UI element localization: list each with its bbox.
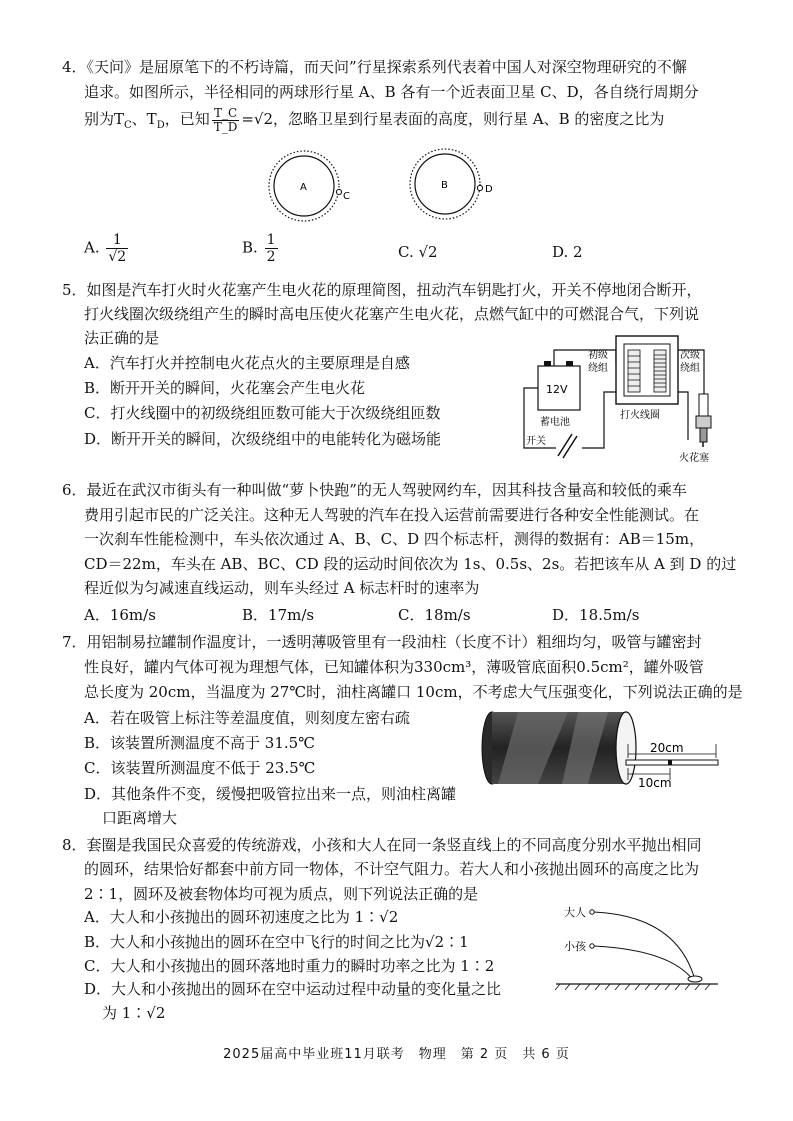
- q8-option-d[interactable]: D．大人和小孩抛出的圆环在空中运动过程中动量的变化量之比: [84, 980, 502, 998]
- q5-line-2: 打火线圈次级绕组产生的瞬时高电压使火花塞产生电火花，点燃气缸中的可燃混合气，下列说: [84, 305, 700, 323]
- q8-option-b[interactable]: B．大人和小孩抛出的圆环在空中飞行的时间之比为√2∶1: [84, 933, 469, 951]
- adult-trajectory: [594, 912, 695, 980]
- ignition-circuit-figure: [516, 330, 726, 466]
- secondary-winding-label-1: 次级: [680, 350, 700, 361]
- primary-winding-label-1: 初级: [588, 350, 608, 361]
- satellite-d: [477, 185, 482, 190]
- satellite-c: [336, 189, 341, 194]
- q5-line-3: 法正确的是: [84, 329, 160, 347]
- q5-option-a[interactable]: A．汽车打火并控制电火花点火的主要原理是自感: [84, 354, 410, 372]
- planet-b-label: B: [441, 180, 448, 191]
- q5-option-c[interactable]: C．打火线圈中的初级绕组匝数可能大于次级绕组匝数: [84, 404, 441, 422]
- q8-option-a[interactable]: A．大人和小孩抛出的圆环初速度之比为 1∶√2: [84, 908, 399, 926]
- q8-option-c[interactable]: C．大人和小孩抛出的圆环落地时重力的瞬时功率之比为 1∶2: [84, 957, 495, 975]
- q6-option-c[interactable]: C．18m/s: [398, 606, 471, 624]
- q7-line-2: 性良好，罐内气体可视为理想气体，已知罐体积为330cm³，薄吸管底面积0.5cm²，罐外吸管: [84, 658, 704, 676]
- q6-option-a[interactable]: A．16m/s: [84, 606, 156, 624]
- q4-line-2: 追求。如图所示，半径相同的两球形行星 A、B 各有一个近表面卫星 C、D，各自绕行周期分: [84, 83, 699, 101]
- q7-option-a[interactable]: A．若在吸管上标注等差温度值，则刻度左密右疏: [84, 709, 410, 727]
- thermometer-can-figure: [478, 708, 728, 794]
- q7-option-c[interactable]: C．该装置所测温度不低于 23.5℃: [84, 759, 316, 777]
- q7-option-d[interactable]: D．其他条件不变，缓慢把吸管拉出来一点，则油柱离罐: [84, 785, 457, 803]
- period-ratio-fraction: $\frac{T\_C}{T\_D}$: [213, 105, 238, 134]
- q4-line-3: 别为$T_C$、$T_D$，已知 $\frac{T\_C}{T\_D}$ =√2，忽略卫星到行星表面的高度，则行星 A、B 的密度之比为: [84, 105, 665, 134]
- q8-line-2: 的圆环，结果恰好都套中前方同一物体，不计空气阻力。若大人和小孩抛出圆环的高度之比为: [84, 860, 700, 878]
- oil-column: [668, 760, 672, 765]
- spark-plug: [696, 416, 711, 428]
- q5-line-1: 5．如图是汽车打火时火花塞产生电火花的原理简图，扭动汽车钥匙打火，开关不停地闭合断开，: [62, 281, 702, 299]
- q7-option-d-cont: 口距离增大: [102, 809, 178, 827]
- secondary-winding-label-2: 绕组: [680, 363, 700, 374]
- q7-option-b[interactable]: B．该装置所测温度不高于 31.5℃: [84, 734, 315, 752]
- q5-option-d[interactable]: D．断开开关的瞬间，次级绕组中的电能转化为磁场能: [84, 430, 442, 448]
- battery-voltage: 12V: [546, 383, 568, 396]
- planet-a-label: A: [300, 182, 307, 193]
- q6-line-5: 程近似为匀减速直线运动，则车头经过 A 标志杆时的速率为: [84, 579, 480, 597]
- switch-label: 开关: [526, 436, 546, 447]
- target-object: [688, 976, 702, 982]
- q4-option-a[interactable]: A. $\frac{1}{√2}$: [84, 232, 127, 265]
- q8-option-d-cont: 为 1∶√2: [102, 1004, 166, 1022]
- q7-line-1: 7．用铝制易拉罐制作温度计，一透明薄吸管里有一段油柱（长度不计）粗细均匀，吸管与罐密封: [62, 633, 702, 651]
- ignition-coil: [616, 336, 678, 404]
- battery-label: 蓄电池: [540, 417, 570, 428]
- q6-line-2: 费用引起市民的广泛关注。这种无人驾驶的汽车在投入运营前需要进行各种安全性能测试。在: [84, 506, 700, 524]
- satellite-c-label: C: [343, 191, 350, 202]
- q4-option-b[interactable]: B. $\frac{1}{2}$: [242, 232, 276, 265]
- q6-line-4: CD＝22m，车头在 AB、BC、CD 段的运动时间依次为 1s、0.5s、2s。若把该车从 A 到 D 的过: [84, 555, 737, 573]
- spark-plug-label: 火花塞: [679, 453, 709, 464]
- q5-option-b[interactable]: B．断开开关的瞬间，火花塞会产生电火花: [84, 379, 366, 397]
- straw-length-label: 20cm: [650, 741, 684, 755]
- ring-toss-figure: [552, 898, 722, 994]
- primary-winding-label-2: 绕组: [588, 363, 608, 374]
- q7-line-3: 总长度为 20cm，当温度为 27℃时，油柱离罐口 10cm，不考虑大气压强变化，下列说法正确的是: [84, 683, 743, 701]
- q4-planets-figure: [260, 148, 520, 228]
- child-trajectory: [594, 946, 693, 980]
- switch: [558, 434, 572, 456]
- q8-line-1: 8．套圈是我国民众喜爱的传统游戏，小孩和大人在同一条竖直线上的不同高度分别水平抛出相同: [62, 836, 702, 854]
- adult-label: 大人: [564, 906, 586, 919]
- q8-line-3: 2∶1，圆环及被套物体均可视为质点，则下列说法正确的是: [84, 885, 479, 903]
- q4-line-1: 4．《天问》是屈原笔下的不朽诗篇，而天问”行星探索系列代表着中国人对深空物理研究的不懈: [62, 58, 687, 76]
- child-label: 小孩: [564, 940, 586, 953]
- satellite-d-label: D: [485, 184, 493, 195]
- q6-option-d[interactable]: D．18.5m/s: [552, 606, 640, 624]
- q6-line-1: 6．最近在武汉市街头有一种叫做“萝卜快跑”的无人驾驶网约车，因其科技含量高和较低的乘车: [62, 481, 687, 499]
- page-footer: 2025届高中毕业班11月联考 物理 第 2 页 共 6 页: [223, 1047, 570, 1062]
- q4-option-c[interactable]: C. √2: [398, 243, 438, 261]
- q6-line-3: 一次刹车性能检测中，车头依次通过 A、B、C、D 四个标志杆，测得的数据有：AB＝15m，: [84, 530, 705, 548]
- coil-label: 打火线圈: [620, 410, 660, 421]
- oil-distance-label: 10cm: [638, 776, 672, 790]
- q6-option-b[interactable]: B．17m/s: [242, 606, 315, 624]
- q4-option-d[interactable]: D. 2: [552, 243, 583, 261]
